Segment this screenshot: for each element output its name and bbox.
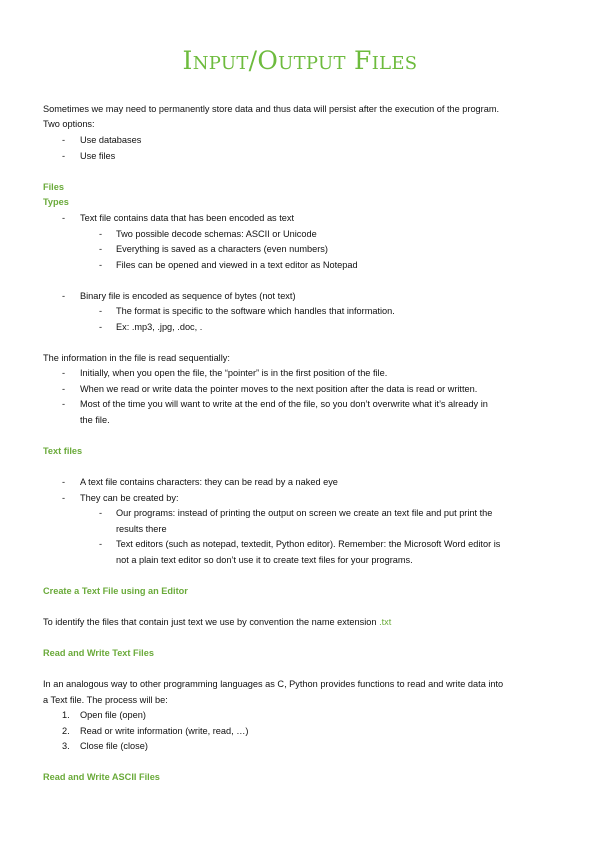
sub-list-item: Files can be opened and viewed in a text editor as Notepad <box>116 260 358 270</box>
list-item-continuation: the file. <box>80 415 110 425</box>
paragraph <box>43 616 391 628</box>
bullet-dash: - <box>62 399 66 409</box>
bullet-dash: - <box>99 306 103 316</box>
step-number: 2. <box>62 726 70 736</box>
bullet-dash: - <box>62 384 66 394</box>
list-item: Most of the time you will want to write at the end of the file, so you don’t overwrite what it’s already in <box>80 399 488 409</box>
step-number: 3. <box>62 741 70 751</box>
section-heading-text-files: Text files <box>43 446 83 456</box>
sub-list-item: Two possible decode schemas: ASCII or Unicode <box>116 229 317 239</box>
txt-extension: .txt <box>379 617 392 627</box>
bullet-dash: - <box>99 539 103 549</box>
list-item: They can be created by: <box>80 493 179 503</box>
bullet-dash: - <box>62 368 66 378</box>
paragraph: The information in the file is read sequentially: <box>43 353 230 363</box>
sub-list-item: Our programs: instead of printing the output on screen we create an text file and put print the <box>116 508 493 518</box>
list-item: Binary file is encoded as sequence of bytes (not text) <box>80 291 296 301</box>
bullet-dash: - <box>62 213 66 223</box>
paragraph: In an analogous way to other programming languages as C, Python provides functions to read and write data into <box>43 679 504 689</box>
option-item: Use databases <box>80 135 142 145</box>
intro-options-label: Two options: <box>43 119 95 129</box>
list-item: Initially, when you open the file, the “pointer” is in the first position of the file. <box>80 368 388 378</box>
bullet-dash: - <box>99 244 103 254</box>
bullet-dash: - <box>99 229 103 239</box>
section-heading-files: Files <box>43 182 64 192</box>
sub-list-item: Text editors (such as notepad, textedit, Python editor). Remember: the Microsoft Word editor is <box>116 539 501 549</box>
section-heading-ascii: Read and Write ASCII Files <box>43 772 160 782</box>
option-item: Use files <box>80 151 116 161</box>
section-heading-create: Create a Text File using an Editor <box>43 586 188 596</box>
sub-list-item: Everything is saved as a characters (even numbers) <box>116 244 328 254</box>
step-item: Read or write information (write, read, …) <box>80 726 249 736</box>
bullet-dash: - <box>99 322 103 332</box>
sub-list-item: The format is specific to the software which handles that information. <box>116 306 395 316</box>
bullet-dash: - <box>99 508 103 518</box>
bullet-dash: - <box>62 493 66 503</box>
page-title: Input/Output Files <box>182 46 418 75</box>
step-item: Close file (close) <box>80 741 148 751</box>
sub-list-item-continuation: not a plain text editor so don’t use it to create text files for your programs. <box>116 555 413 565</box>
list-item: A text file contains characters: they can be read by a naked eye <box>80 477 338 487</box>
step-number: 1. <box>62 710 70 720</box>
bullet-dash: - <box>62 151 66 161</box>
list-item: When we read or write data the pointer moves to the next position after the data is read or written. <box>80 384 478 394</box>
bullet-dash: - <box>99 260 103 270</box>
bullet-dash: - <box>62 477 66 487</box>
create-body: To identify the files that contain just text we use by convention the name extension <box>43 617 377 627</box>
list-item: Text file contains data that has been encoded as text <box>80 213 295 223</box>
section-heading-read-write: Read and Write Text Files <box>43 648 154 658</box>
sub-list-item-continuation: results there <box>116 524 167 534</box>
step-item: Open file (open) <box>80 710 146 720</box>
section-heading-types: Types <box>43 197 69 207</box>
intro-line: Sometimes we may need to permanently store data and thus data will persist after the execution of the program. <box>43 104 500 114</box>
paragraph: a Text file. The process will be: <box>43 695 168 705</box>
sub-list-item: Ex: .mp3, .jpg, .doc, . <box>116 322 203 332</box>
bullet-dash: - <box>62 291 66 301</box>
bullet-dash: - <box>62 135 66 145</box>
